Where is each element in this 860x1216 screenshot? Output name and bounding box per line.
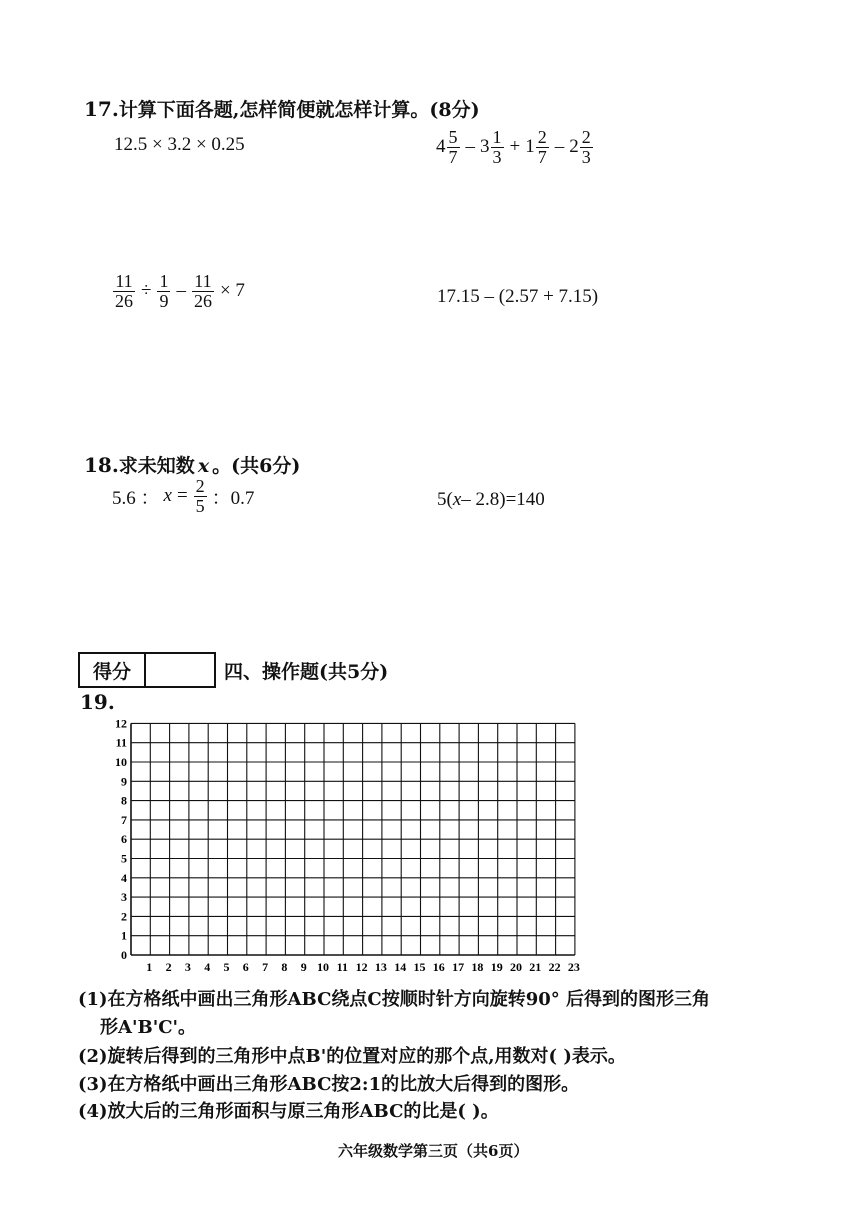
mixed-whole: 4 bbox=[436, 136, 446, 158]
y-tick-label: 9 bbox=[121, 774, 127, 789]
x-tick-label: 1 bbox=[146, 960, 153, 974]
q19-part1-line1: (1)在方格纸中画出三角形ABC绕点C按顺时针方向旋转90° 后得到的图形三角 bbox=[78, 989, 711, 1010]
operator-tail: × 7 bbox=[219, 280, 245, 302]
fraction bbox=[580, 128, 593, 167]
q17-number: 17. bbox=[84, 97, 119, 121]
x-tick-label: 12 bbox=[355, 960, 368, 974]
mixed-whole: 2 bbox=[569, 136, 579, 158]
y-tick-label: 0 bbox=[121, 948, 127, 962]
denominator: 5 bbox=[195, 495, 205, 516]
eq-variable: x bbox=[163, 485, 172, 507]
score-box bbox=[78, 652, 216, 688]
q19-part1-line2: 形A'B'C'。 bbox=[100, 1017, 197, 1038]
x-tick-label: 3 bbox=[184, 960, 191, 974]
q18-equation-2 bbox=[437, 489, 545, 511]
y-tick-label: 10 bbox=[115, 755, 127, 769]
section-title: 四、操作题(共5分) bbox=[224, 661, 389, 683]
eq-sign: = bbox=[176, 485, 188, 507]
x-tick-label: 9 bbox=[300, 960, 307, 974]
fraction bbox=[157, 272, 170, 311]
numerator: 2 bbox=[537, 127, 547, 147]
numerator: 1 bbox=[492, 127, 502, 147]
q18-equation-1 bbox=[112, 477, 254, 516]
y-tick-label: 1 bbox=[121, 928, 127, 943]
x-tick-label: 6 bbox=[242, 960, 249, 974]
numerator: 2 bbox=[195, 476, 205, 496]
q18-number: 18. bbox=[84, 453, 119, 477]
denominator: 26 bbox=[115, 290, 133, 311]
eq-tail: – 2.8)=140 bbox=[461, 489, 545, 510]
eq-tail: ：0.7 bbox=[211, 487, 255, 509]
q17-expression-3 bbox=[112, 272, 250, 311]
x-tick-label: 17 bbox=[452, 960, 465, 974]
y-tick-label: 5 bbox=[121, 851, 127, 866]
y-tick-label: 8 bbox=[121, 793, 127, 808]
q17-expression-2 bbox=[436, 128, 594, 167]
mixed-whole: 3 bbox=[480, 136, 490, 158]
q19-part2: (2)旋转后得到的三角形中点B'的位置对应的那个点,用数对( )表示。 bbox=[78, 1046, 626, 1067]
x-tick-label: 5 bbox=[223, 960, 230, 974]
numerator: 5 bbox=[448, 127, 458, 147]
q17-header bbox=[84, 95, 480, 122]
q17-instruction: 计算下面各题,怎样简便就怎样计算。(8分) bbox=[118, 99, 480, 121]
x-tick-label: 19 bbox=[490, 960, 503, 974]
operator: + bbox=[509, 136, 521, 158]
score-label: 得分 bbox=[80, 654, 146, 686]
q18-score: 。(共6分) bbox=[212, 455, 301, 477]
y-tick-label: 3 bbox=[121, 890, 127, 905]
score-blank[interactable] bbox=[146, 654, 214, 686]
denominator: 3 bbox=[581, 146, 591, 167]
q18-variable: x bbox=[197, 455, 210, 477]
fraction bbox=[192, 272, 214, 311]
q18-header bbox=[84, 451, 300, 478]
denominator: 9 bbox=[159, 290, 169, 311]
q17-expression-4: 17.15 – (2.57 + 7.15) bbox=[437, 286, 599, 307]
q19-part3: (3)在方格纸中画出三角形ABC按2:1的比放大后得到的图形。 bbox=[78, 1074, 580, 1095]
y-tick-label: 11 bbox=[115, 735, 127, 750]
x-tick-label: 13 bbox=[374, 960, 387, 974]
x-tick-label: 18 bbox=[471, 960, 484, 974]
y-tick-label: 6 bbox=[121, 832, 127, 847]
fraction bbox=[536, 128, 549, 167]
eq-lead: 5.6 ： bbox=[112, 487, 160, 509]
y-tick-label: 12 bbox=[115, 716, 127, 731]
q17-expression-1: 12.5 × 3.2 × 0.25 bbox=[114, 134, 245, 155]
q19-number-text: 19. bbox=[80, 690, 115, 714]
x-tick-label: 21 bbox=[529, 960, 542, 974]
x-tick-label: 11 bbox=[336, 960, 348, 974]
q19-part4: (4)放大后的三角形面积与原三角形ABC的比是( )。 bbox=[78, 1101, 499, 1122]
operator: – bbox=[176, 280, 186, 302]
y-tick-label: 2 bbox=[121, 909, 127, 924]
x-tick-label: 10 bbox=[317, 960, 329, 974]
x-tick-label: 7 bbox=[262, 960, 269, 974]
denominator: 7 bbox=[537, 146, 547, 167]
page-footer: 六年级数学第三页（共6页） bbox=[338, 1142, 529, 1160]
x-tick-label: 20 bbox=[510, 960, 522, 974]
eq-lead: 5( bbox=[437, 489, 453, 510]
fraction bbox=[447, 128, 460, 167]
x-tick-label: 16 bbox=[432, 960, 445, 974]
operator: – bbox=[465, 136, 475, 158]
operator: ÷ bbox=[141, 280, 152, 302]
numerator: 1 bbox=[159, 271, 169, 291]
numerator: 11 bbox=[115, 271, 133, 291]
denominator: 3 bbox=[492, 146, 502, 167]
x-tick-label: 4 bbox=[204, 960, 211, 974]
x-tick-label: 8 bbox=[281, 960, 288, 974]
x-tick-label: 23 bbox=[567, 960, 580, 974]
fraction bbox=[113, 272, 135, 311]
q18-instruction: 求未知数 bbox=[118, 455, 195, 477]
fraction bbox=[194, 477, 207, 516]
x-tick-label: 2 bbox=[165, 960, 172, 974]
x-tick-label: 22 bbox=[548, 960, 561, 974]
denominator: 7 bbox=[448, 146, 458, 167]
q19-number bbox=[80, 690, 115, 714]
numerator: 2 bbox=[581, 127, 591, 147]
x-tick-label: 14 bbox=[394, 960, 407, 974]
denominator: 26 bbox=[193, 290, 212, 311]
y-tick-label: 7 bbox=[121, 812, 127, 827]
x-tick-label: 15 bbox=[413, 960, 426, 974]
eq-variable: x bbox=[452, 489, 462, 510]
operator: – bbox=[554, 136, 565, 158]
mixed-whole: 1 bbox=[525, 136, 535, 158]
grid-lines bbox=[131, 723, 575, 955]
numerator: 11 bbox=[194, 271, 212, 291]
fraction bbox=[491, 128, 504, 167]
grid-ticks bbox=[115, 716, 580, 974]
y-tick-label: 4 bbox=[121, 870, 127, 885]
